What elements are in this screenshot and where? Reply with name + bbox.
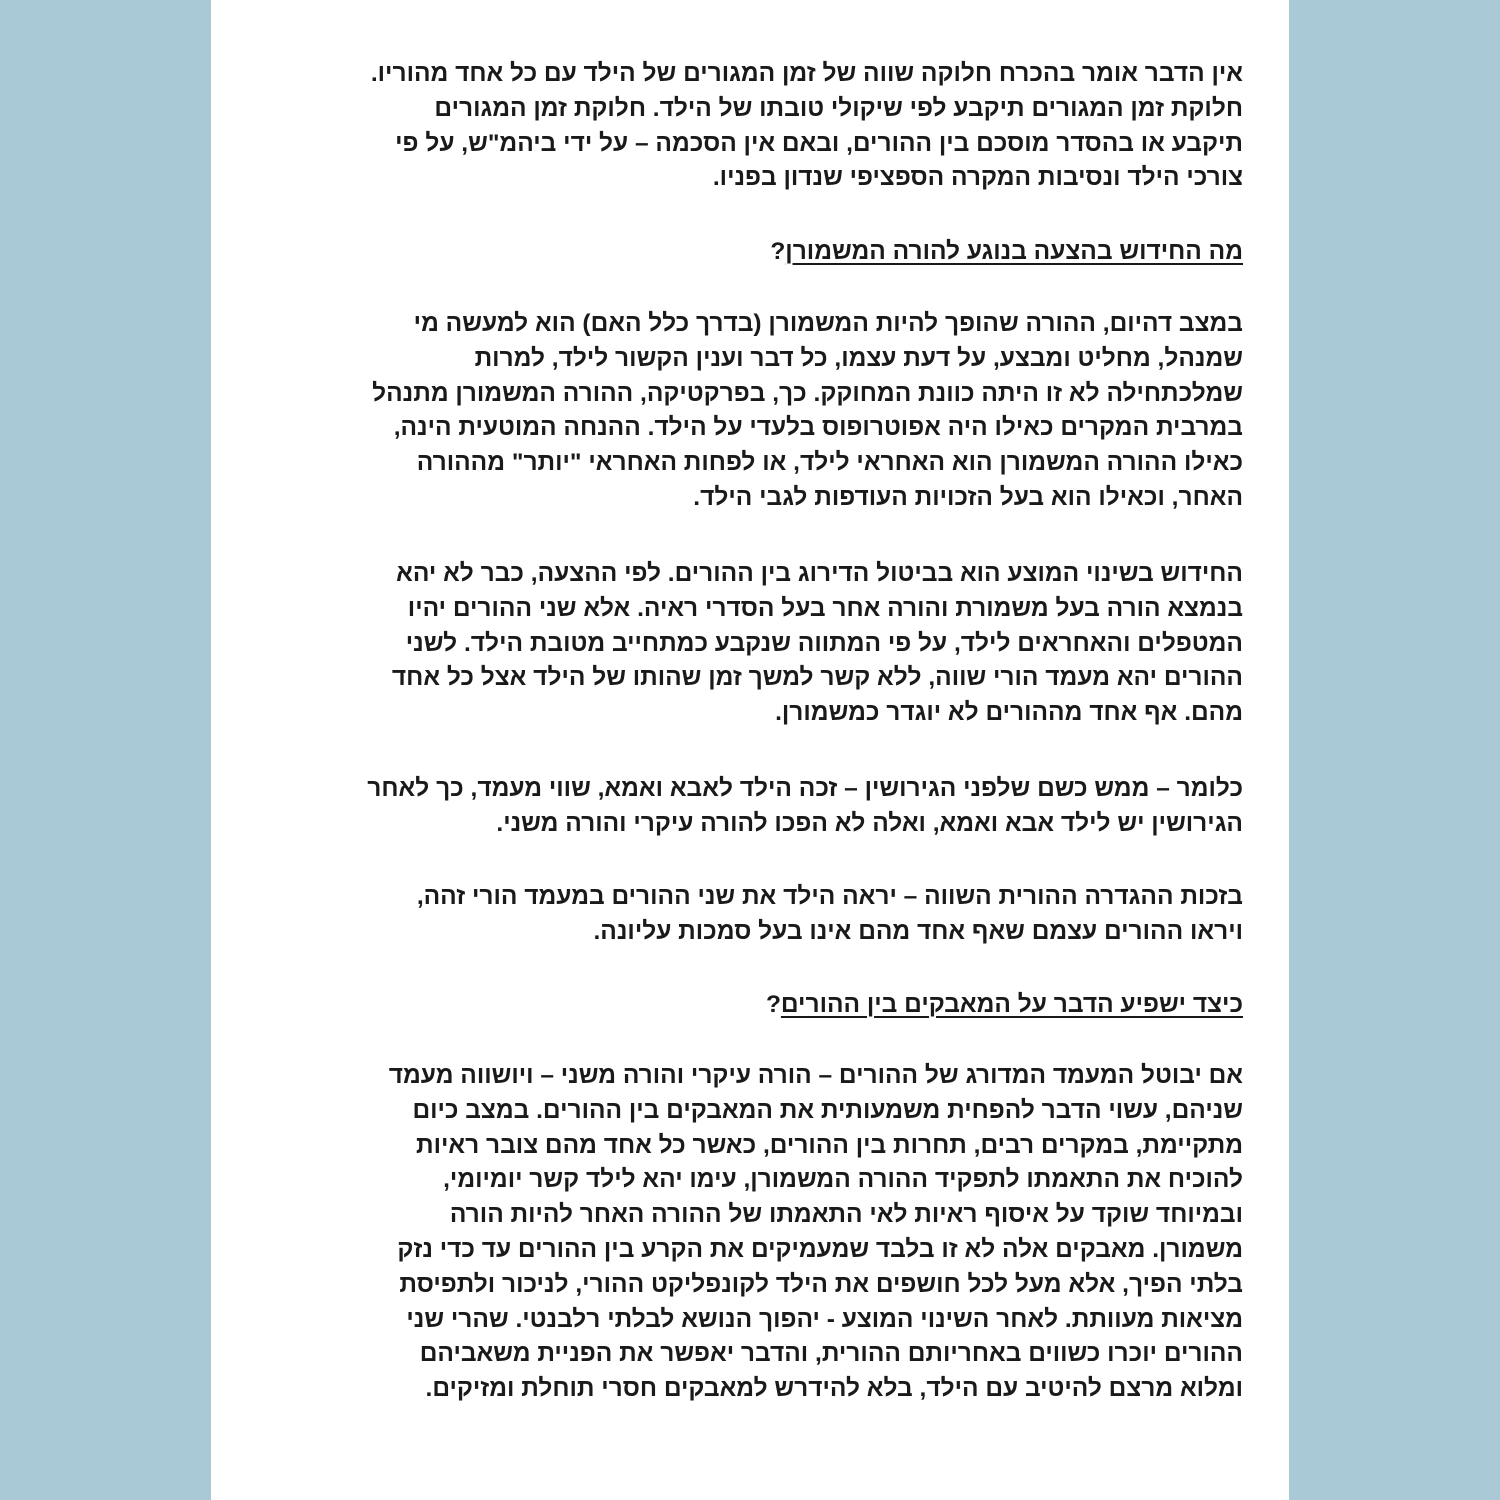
paragraph-line: אין הדבר אומר בהכרח חלוקה שווה של זמן המגורים של הילד עם כל אחד מהוריו.	[370, 60, 1243, 87]
paragraph-conflicts	[269, 1059, 1243, 1407]
paragraph-line: תיקבע או בהסדר מוסכם בין ההורים, ובאם אין הסכמה – על ידי ביהמ"ש, על פי	[395, 129, 1243, 157]
paragraph-line: שמנהל, מחליט ומבצע, על דעת עצמו, כל דבר וענין הקשור לילד, למרות	[474, 344, 1243, 372]
document-page	[211, 0, 1289, 1500]
paragraph-line: במרבית המקרים כאילו היה אפוטרופוס בלעדי על הילד. ההנחה המוטעית הינה,	[393, 414, 1243, 442]
paragraph-line: שניהם, עשוי הדבר להפחית משמעותית את המאבקים בין ההורים. במצב כיום	[412, 1096, 1243, 1124]
paragraph-line: מתקיימת, במקרים רבים, תחרות בין ההורים, כאשר כל אחד מהם צובר ראיות	[416, 1131, 1243, 1159]
paragraph-line: צורכי הילד ונסיבות המקרה הספציפי שנדון בפניו.	[712, 164, 1243, 192]
heading-text: כיצד ישפיע הדבר על המאבקים בין ההורים	[780, 991, 1243, 1018]
paragraph-line: כאילו ההורה המשמורן הוא האחראי לילד, או לפחות האחראי "יותר" מההורה	[416, 449, 1243, 477]
paragraph-equal-definition	[269, 880, 1243, 950]
section-heading-parental-conflicts	[269, 988, 1243, 1023]
paragraph-partial-top	[269, 57, 1243, 196]
paragraph-line: במצב דהיום, ההורה שהופך להיות המשמורן (בדרך כלל האם) הוא למעשה מי	[413, 310, 1243, 337]
paragraph-line: מציאות מעוותת. לאחר השינוי המוצע - יהפוך הנושא לבלתי רלבנטי. שהרי שני	[406, 1305, 1243, 1333]
paragraph-line: משמורן. מאבקים אלה לא זו בלבד שמעמיקים את הקרע בין ההורים עד כדי נזק	[397, 1235, 1243, 1263]
heading-question-mark: ?	[765, 991, 781, 1018]
paragraph-line: שמלכתחילה לא זו היתה כוונת המחוקק. כך, בפרקטיקה, ההורה המשמורן מתנהל	[372, 379, 1243, 407]
paragraph-line: כלומר – ממש כשם שלפני הגירושין – זכה הילד לאבא ואמא, שווי מעמד, כך לאחר	[367, 775, 1243, 802]
paragraph-line: אם יבוטל המעמד המדורג של ההורים – הורה עיקרי והורה משני – ויושווה מעמד	[388, 1062, 1243, 1089]
paragraph-line: האחר, וכאילו הוא בעל הזכויות העודפות לגבי הילד.	[693, 483, 1243, 511]
heading-text: מה החידוש בהצעה בנוגע להורה המשמורן	[785, 238, 1243, 265]
paragraph-line: מהם. אף אחד מההורים לא יוגדר כמשמורן.	[775, 699, 1243, 727]
paragraph-line: חלוקת זמן המגורים תיקבע לפי שיקולי טובתו של הילד. חלוקת זמן המגורים	[434, 94, 1243, 122]
paragraph-current-situation	[269, 307, 1243, 516]
paragraph-line: ההורים יוכרו כשווים באחריותם ההורית, והדבר יאפשר את הפניית משאביהם	[419, 1340, 1243, 1368]
paragraph-line: הגירושין יש לילד אבא ואמא, ואלה לא הפכו להורה עיקרי והורה משני.	[496, 809, 1243, 837]
paragraph-line: ויראו ההורים עצמם שאף אחד מהם אינו בעל סמכות עליונה.	[593, 917, 1243, 945]
paragraph-proposed-change	[269, 557, 1243, 731]
paragraph-meaning	[269, 772, 1243, 842]
paragraph-line: ומלוא מרצם להיטיב עם הילד, בלא להידרש למאבקים חסרי תוחלת ומזיקים.	[425, 1375, 1243, 1403]
paragraph-line: ההורים יהא מעמד הורי שווה, ללא קשר למשך זמן שהותו של הילד אצל כל אחד	[391, 664, 1243, 692]
paragraph-line: המטפלים והאחראים לילד, על פי המתווה שנקבע כמתחייב מטובת הילד. לשני	[405, 629, 1243, 657]
paragraph-line: ובמיוחד שוקד על איסוף ראיות לאי התאמתו של ההורה האחר להיות הורה	[449, 1201, 1243, 1229]
paragraph-line: בלתי הפיך, אלא מעל לכל חושפים את הילד לקונפליקט ההורי, לניכור ולתפיסת	[399, 1270, 1243, 1298]
paragraph-line: בנמצא הורה בעל משמורת והורה אחר בעל הסדרי ראיה. אלא שני ההורים יהיו	[407, 594, 1243, 622]
section-heading-custodial-parent	[269, 235, 1243, 270]
paragraph-line: להוכיח את התאמתו לתפקיד ההורה המשמורן, עימו יהא לילד קשר יומיומי,	[443, 1166, 1243, 1194]
paragraph-line: החידוש בשינוי המוצע הוא בביטול הדירוג בין ההורים. לפי ההצעה, כבר לא יהא	[396, 560, 1243, 587]
heading-question-mark: ?	[770, 238, 786, 265]
paragraph-line: בזכות ההגדרה ההורית השווה – יראה הילד את שני ההורים במעמד הורי זהה,	[416, 883, 1243, 910]
